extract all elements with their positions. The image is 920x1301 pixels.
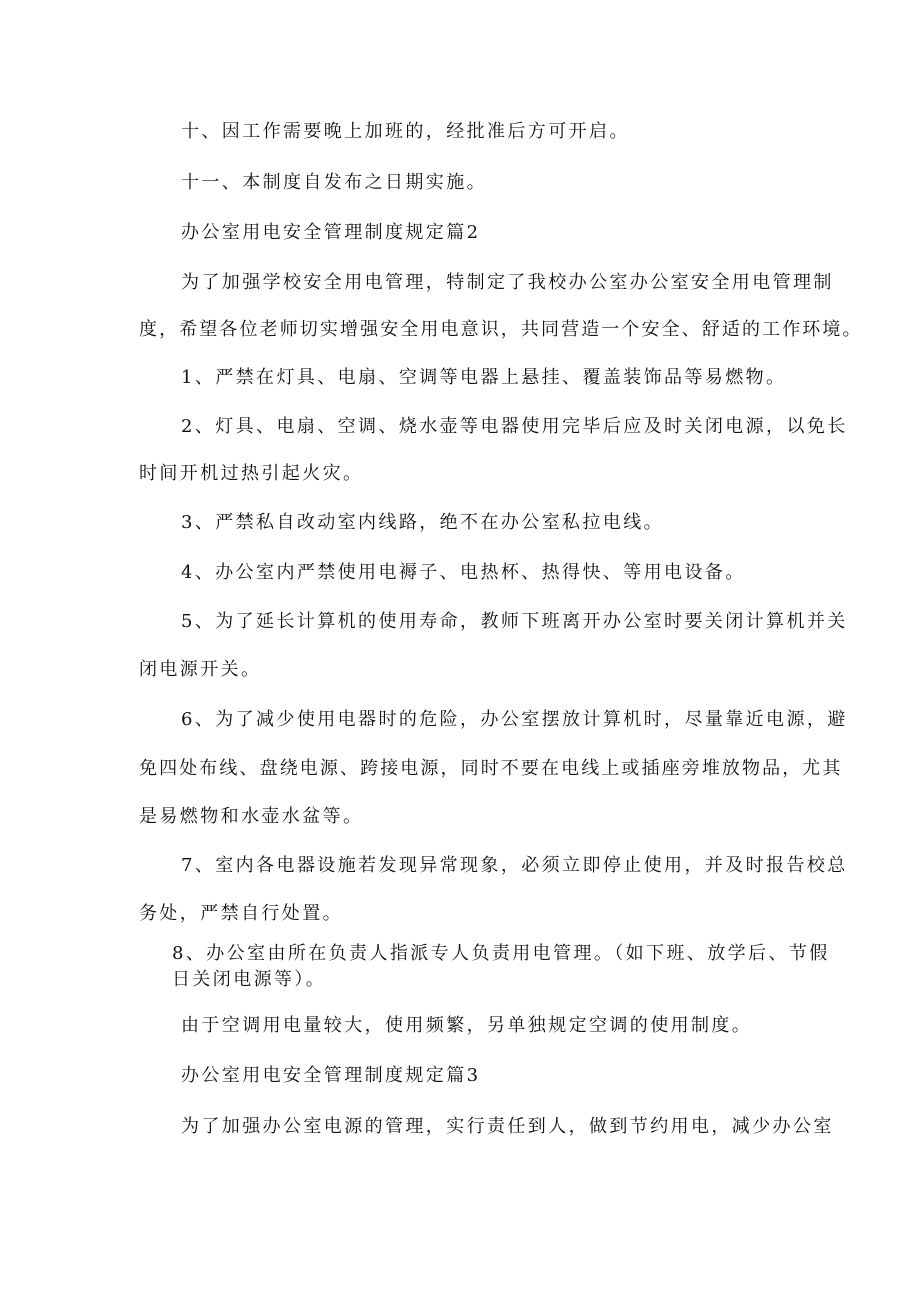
list-item: 6、为了减少使用电器时的危险，办公室摆放计算机时，尽量靠近电源，避 xyxy=(181,709,848,730)
paragraph-line: 为了加强学校安全用电管理，特制定了我校办公室办公室安全用电管理制 xyxy=(181,272,834,293)
list-item: 1、严禁在灯具、电扇、空调等电器上悬挂、覆盖装饰品等易燃物。 xyxy=(181,367,787,388)
paragraph-line: 度，希望各位老师切实增强安全用电意识，共同营造一个安全、舒适的工作环境。 xyxy=(139,319,863,340)
paragraph-line: 十、因工作需要晚上加班的，经批准后方可开启。 xyxy=(181,121,630,142)
list-item-continuation: 日关闭电源等）。 xyxy=(172,969,327,990)
list-item: 5、为了延长计算机的使用寿命，教师下班离开办公室时要关闭计算机并关 xyxy=(181,611,848,632)
section-heading: 办公室用电安全管理制度规定篇3 xyxy=(181,1065,481,1086)
paragraph-line: 由于空调用电量较大，使用频繁，另单独规定空调的使用制度。 xyxy=(181,1015,753,1036)
list-item: 4、办公室内严禁使用电褥子、电热杯、热得快、等用电设备。 xyxy=(181,562,746,583)
paragraph-line: 为了加强办公室电源的管理，实行责任到人，做到节约用电，减少办公室 xyxy=(181,1116,834,1137)
list-item: 7、室内各电器设施若发现异常现象，必须立即停止使用，并及时报告校总 xyxy=(181,855,848,876)
list-item: 8、办公室由所在负责人指派专人负责用电管理。（如下班、放学后、节假 xyxy=(172,943,830,964)
list-item-continuation: 务处，严禁自行处置。 xyxy=(139,903,343,924)
paragraph-line: 十一、本制度自发布之日期实施。 xyxy=(181,172,487,193)
list-item-continuation: 免四处布线、盘绕电源、跨接电源，同时不要在电线上或插座旁堆放物品，尤其 xyxy=(139,758,843,779)
list-item: 3、严禁私自改动室内线路，绝不在办公室私拉电线。 xyxy=(181,512,665,533)
list-item-continuation: 是易燃物和水壶水盆等。 xyxy=(139,806,364,827)
list-item-continuation: 时间开机过热引起火灾。 xyxy=(139,463,364,484)
list-item: 2、灯具、电扇、空调、烧水壶等电器使用完毕后应及时关闭电源，以免长 xyxy=(181,416,848,437)
section-heading: 办公室用电安全管理制度规定篇2 xyxy=(181,222,481,243)
list-item-continuation: 闭电源开关。 xyxy=(139,659,262,680)
